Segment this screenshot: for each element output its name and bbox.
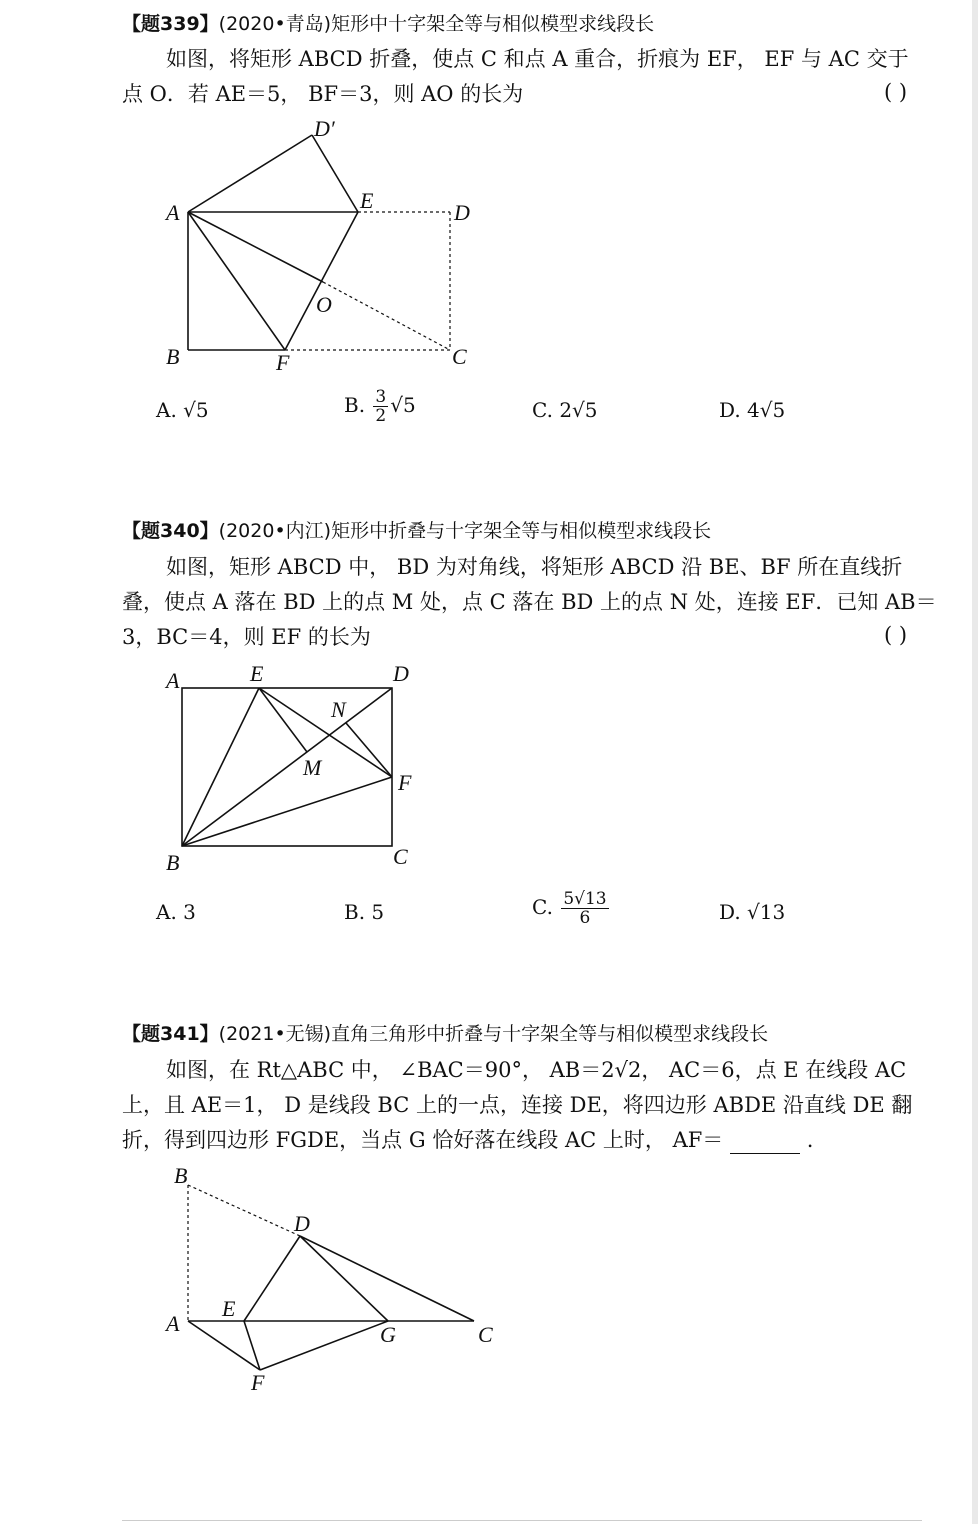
- point-label: D: [454, 200, 470, 225]
- point-label: A: [166, 1311, 180, 1336]
- point-label: D: [393, 661, 409, 686]
- problem-text-line: 如图，矩形 ABCD 中， BD 为对角线，将矩形 ABCD 沿 BE、BF 所在直线折: [166, 555, 903, 579]
- fraction: $\frac{5√13}{6}$: [563, 889, 607, 928]
- point-label: E: [360, 188, 374, 213]
- point-label: B: [174, 1163, 188, 1188]
- problem-text-line: 3，BC＝4，则 EF 的长为: [122, 625, 371, 649]
- option-a[interactable]: A. √5: [156, 398, 209, 422]
- problem-tag: 【题340】: [122, 520, 219, 542]
- point-label: E: [222, 1296, 236, 1321]
- problem-title: [122, 517, 711, 545]
- problem-tag: 【题341】: [122, 1023, 219, 1045]
- problem-tag: 【题339】: [122, 13, 219, 35]
- point-label: M: [303, 755, 322, 780]
- answer-blank[interactable]: [730, 1133, 800, 1154]
- problem-topic: 直角三角形中折叠与十字架全等与相似模型求线段长: [331, 1023, 769, 1045]
- point-label: C: [478, 1322, 493, 1347]
- answer-paren: ( ): [884, 623, 908, 647]
- problem-text-line: 如图，将矩形 ABCD 折叠，使点 C 和点 A 重合，折痕为 EF， EF 与 AC 交于: [166, 47, 909, 71]
- problem-topic: 矩形中折叠与十字架全等与相似模型求线段长: [331, 520, 712, 542]
- point-label: B: [166, 850, 180, 875]
- point-label: C: [452, 344, 467, 369]
- problem-text-line: 上，且 AE＝1， D 是线段 BC 上的一点，连接 DE，将四边形 ABDE 沿直线 DE 翻: [122, 1093, 913, 1117]
- problem-title: [122, 1020, 768, 1048]
- problem-text-line: 如图，在 Rt△ABC 中， ∠BAC＝90°， AB＝2√2， AC＝6，点 E 在线段 AC: [166, 1058, 907, 1082]
- problem-text-line: 折，得到四边形 FGDE，当点 G 恰好落在线段 AC 上时， AF＝ .: [122, 1128, 814, 1152]
- problem-topic: 矩形中十字架全等与相似模型求线段长: [331, 13, 655, 35]
- problem-source: (2020•内江): [218, 520, 332, 542]
- option-a[interactable]: A. 3: [156, 900, 196, 924]
- option-c[interactable]: C. $\frac{5√13}{6}$: [532, 889, 607, 928]
- point-label: D: [294, 1211, 310, 1236]
- problem-title: [122, 10, 654, 38]
- point-label: B: [166, 344, 180, 369]
- problem-source: (2021•无锡): [218, 1023, 332, 1045]
- point-label: F: [398, 770, 412, 795]
- point-label: F: [251, 1370, 265, 1395]
- point-label: C: [393, 844, 408, 869]
- option-c[interactable]: C. 2√5: [532, 398, 598, 422]
- figure-341: [155, 1158, 515, 1398]
- bottom-rule: [122, 1520, 922, 1521]
- figure-340: [155, 655, 435, 880]
- option-d[interactable]: D. 4√5: [719, 398, 786, 422]
- point-label: A: [166, 200, 180, 225]
- point-label: E: [250, 661, 264, 686]
- point-label: O: [316, 292, 332, 317]
- point-label: G: [380, 1322, 396, 1347]
- figure-339: [150, 112, 490, 382]
- problem-source: (2020•青岛): [218, 13, 332, 35]
- problem-text-line: 点 O．若 AE＝5， BF＝3，则 AO 的长为: [122, 82, 524, 106]
- point-label: A: [166, 668, 180, 693]
- fraction: $\frac{3}{2}$: [375, 387, 387, 426]
- option-d[interactable]: D. √13: [719, 900, 786, 924]
- point-label: F: [276, 350, 290, 375]
- point-label: D′: [314, 116, 335, 141]
- option-b[interactable]: B. $\frac{3}{2}$ √5: [344, 387, 416, 426]
- answer-paren: ( ): [884, 80, 908, 104]
- page-edge: [972, 0, 978, 1524]
- point-label: N: [331, 697, 346, 722]
- problem-text-line: 叠，使点 A 落在 BD 上的点 M 处，点 C 落在 BD 上的点 N 处，连接 EF．已知 AB＝: [122, 590, 937, 614]
- option-b[interactable]: B. 5: [344, 900, 385, 924]
